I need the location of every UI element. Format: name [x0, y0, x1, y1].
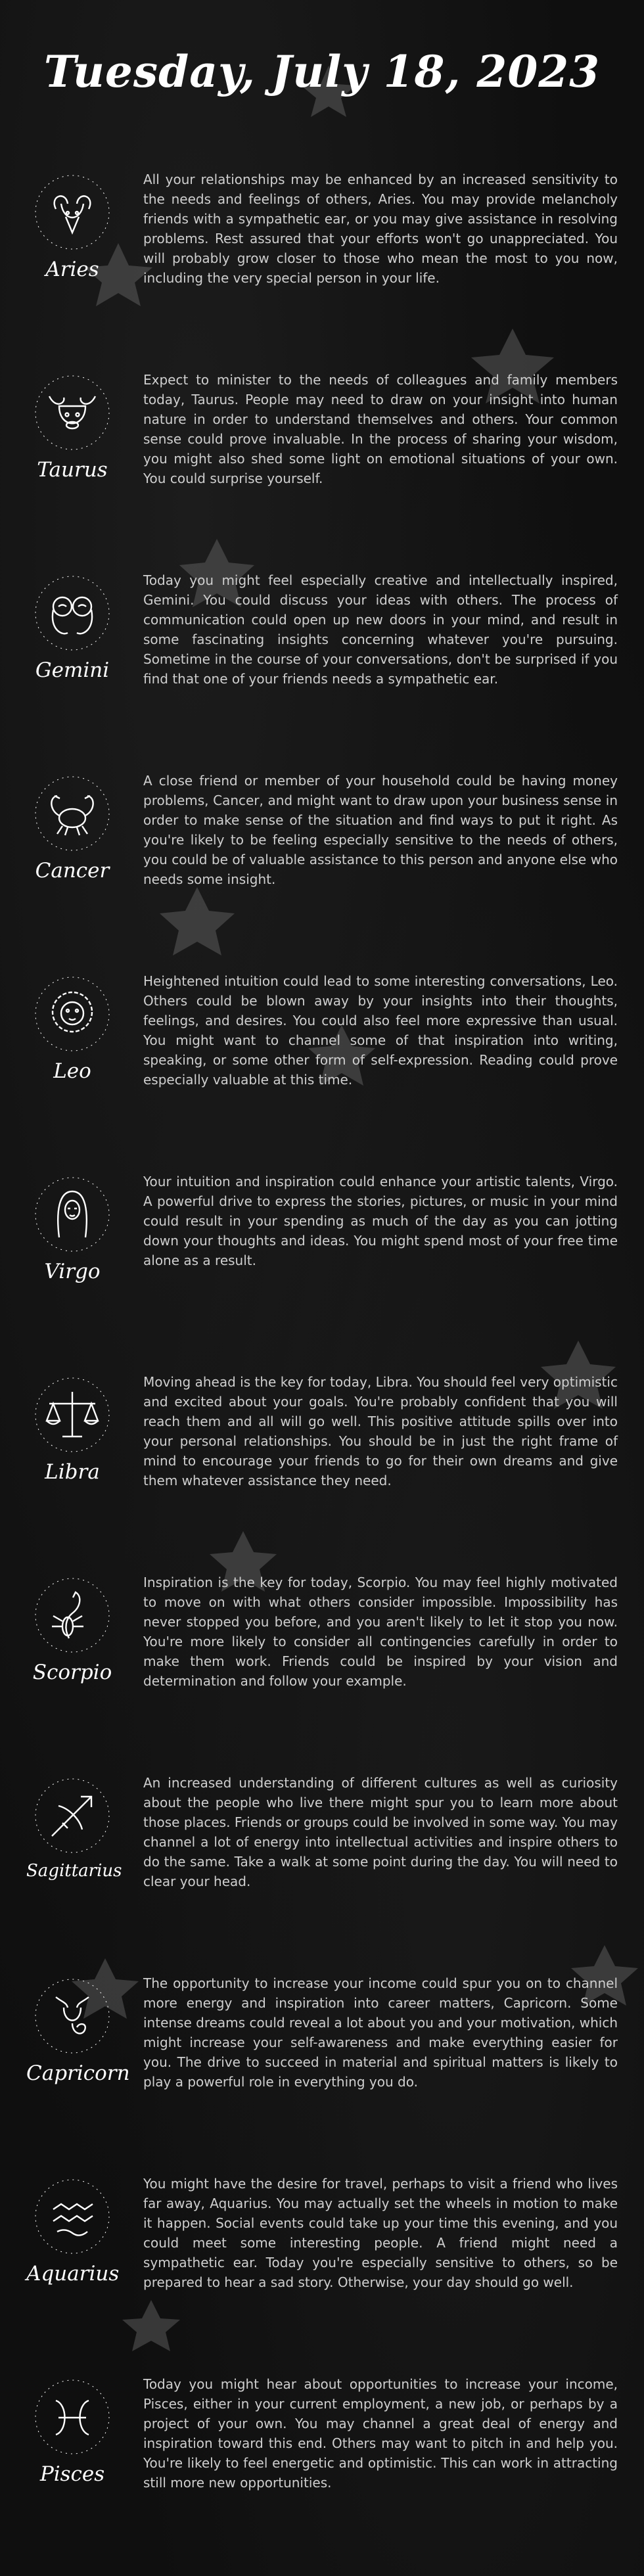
sign-gemini	[26, 570, 118, 702]
horoscope-entry-libra	[0, 1372, 644, 1569]
leo-icon	[30, 971, 115, 1057]
sign-name: Pisces	[39, 2462, 105, 2486]
sign-name: Scorpio	[32, 1661, 112, 1684]
horoscope-entry-gemini	[0, 570, 644, 768]
aries-icon	[30, 170, 115, 255]
horoscope-text: Heightened intuition could lead to some interesting conversations, Leo. Others could be blown away by your insights into their thoughts, feelings, and desires. You could also feel more expressive than usual. You might want to channel some of that inspiration into writing, speaking, or some other form of self-expression. Reading could prove especially valuable at this time.	[143, 973, 618, 1088]
sign-pisces	[26, 2374, 118, 2506]
horoscope-entry-pisces	[0, 2374, 644, 2571]
horoscope-text: Today you might feel especially creative and intellectually inspired, Gemini. You could discuss your ideas with others. The process of communication could open up new doors in your mind, and result in some fascinating insights concerning whatever you're pursuing. Sometime in the course of your conversations, don't be surprised if you find that one of your friends needs a sympathetic ear.	[143, 572, 618, 687]
horoscope-entry-capricorn	[0, 1973, 644, 2171]
scorpio-icon	[30, 1573, 115, 1658]
sign-cancer	[26, 771, 118, 902]
sign-name: Sagittarius	[26, 1861, 122, 1881]
aquarius-icon	[30, 2174, 115, 2259]
horoscope-entry-virgo	[0, 1172, 644, 1369]
horoscope-text: Inspiration is the key for today, Scorpio. You may feel highly motivated to move on with what others consider impossible. Impossibility has never stopped you before, and you aren't likely to let it stop you now. You're more likely to consider all contingencies carefully in order to make them work. Friends could be inspired by your vision and determination and follow your example.	[143, 1575, 618, 1689]
taurus-icon	[30, 370, 115, 455]
horoscope-text: Your intuition and inspiration could enhance your artistic talents, Virgo. A powerful drive to express the stories, pictures, or music in your mind could result in your spending as much of the day as you can jotting down your thoughts and ideas. You might spend most of your free time alone as a result.	[143, 1174, 618, 1268]
horoscope-text: All your relationships may be enhanced by an increased sensitivity to the needs and feelings of others, Aries. You may provide melancholy friends with a sympathetic ear, or you may give assistance in resolving problems. Rest assured that your efforts won't go unappreciated. You will probably grow closer to those who mean the most to you now, including the very special person in your life.	[143, 172, 618, 286]
sign-scorpio	[26, 1573, 118, 1704]
sign-sagittarius	[26, 1773, 122, 1904]
horoscope-entry-aries	[0, 170, 644, 367]
sign-name: Virgo	[44, 1260, 101, 1283]
sign-name: Aquarius	[26, 2262, 120, 2286]
sagittarius-icon	[30, 1773, 115, 1858]
sign-capricorn	[26, 1973, 130, 2105]
cancer-icon	[30, 771, 115, 856]
horoscope-entry-taurus	[0, 370, 644, 567]
page-title: Tuesday, July 18, 2023	[43, 46, 601, 97]
horoscope-entry-leo	[0, 971, 644, 1168]
horoscope-entry-aquarius	[0, 2174, 644, 2371]
sign-name: Aries	[45, 258, 99, 281]
sign-name: Cancer	[35, 859, 110, 883]
horoscope-text: You might have the desire for travel, perhaps to visit a friend who lives far away, Aquarius. You may actually set the wheels in motion to make it happen. Social events could take up your time this evening, and you could meet some interesting people. A friend might need a sympathetic ear. Today you're especially sensitive to others, so be prepared to hear a sad story. Otherwise, your day should go well.	[143, 2176, 618, 2290]
virgo-icon	[30, 1172, 115, 1257]
horoscope-text: An increased understanding of different cultures as well as curiosity about the people who live there might spur you to learn more about those places. Friends or groups could be involved in some way. You may channel a lot of energy into intellectual activities and inspire others to do the same. Take a walk at some point during the day. You will need to clear your head.	[143, 1775, 618, 1889]
sign-leo	[26, 971, 118, 1103]
horoscope-entry-sagittarius	[0, 1773, 644, 1970]
horoscope-text: Expect to minister to the needs of colleagues and family members today, Taurus. People may need to draw on your insight into human nature in order to understand themselves and others. Your common sense could prove invaluable. In the process of sharing your wisdom, you might also shed some light on emotional situations of your own. You could surprise yourself.	[143, 372, 618, 486]
pisces-icon	[30, 2374, 115, 2460]
libra-icon	[30, 1372, 115, 1458]
sign-name: Gemini	[35, 658, 110, 682]
capricorn-icon	[30, 1973, 115, 2059]
sign-name: Taurus	[37, 458, 108, 482]
sign-name: Capricorn	[26, 2061, 130, 2085]
horoscope-text: Today you might hear about opportunities to increase your income, Pisces, either in your current employment, a new job, or perhaps by a project of your own. You may channel a great deal of energy and inspiration toward this end. Others may want to pitch in and help you. You're likely to feel energetic and optimistic. This can work in attracting still more new opportunities.	[143, 2376, 618, 2491]
sign-taurus	[26, 370, 118, 501]
sign-aries	[26, 170, 118, 301]
sign-virgo	[26, 1172, 118, 1303]
sign-name: Leo	[53, 1059, 91, 1083]
sign-name: Libra	[45, 1460, 100, 1484]
horoscope-text: The opportunity to increase your income could spur you on to channel more energy and inspiration into career matters, Capricorn. Some intense dreams could reveal a lot about you and your motivation, which might increase your self-awareness and make everything easier for you. The drive to succeed in material and spiritual matters is likely to play a powerful role in everything you do.	[143, 1975, 618, 2090]
gemini-icon	[30, 570, 115, 656]
sign-aquarius	[26, 2174, 118, 2305]
horoscope-entry-cancer	[0, 771, 644, 968]
horoscope-text: A close friend or member of your household could be having money problems, Cancer, and might want to draw upon your business sense in order to make sense of the situation and find ways to put it right. As you're likely to be feeling especially sensitive to the needs of others, you could be of valuable assistance to this person and anyone else who needs some insight.	[143, 773, 618, 887]
horoscope-text: Moving ahead is the key for today, Libra. You should feel very optimistic and excited about your goals. You're probably confident that you will reach them and all will go well. This positive attitude spills over into your personal relationships. You should be in just the right frame of mind to encourage your friends to go for their own dreams and give them whatever assistance they need.	[143, 1374, 618, 1488]
horoscope-entry-scorpio	[0, 1573, 644, 1770]
sign-libra	[26, 1372, 118, 1504]
